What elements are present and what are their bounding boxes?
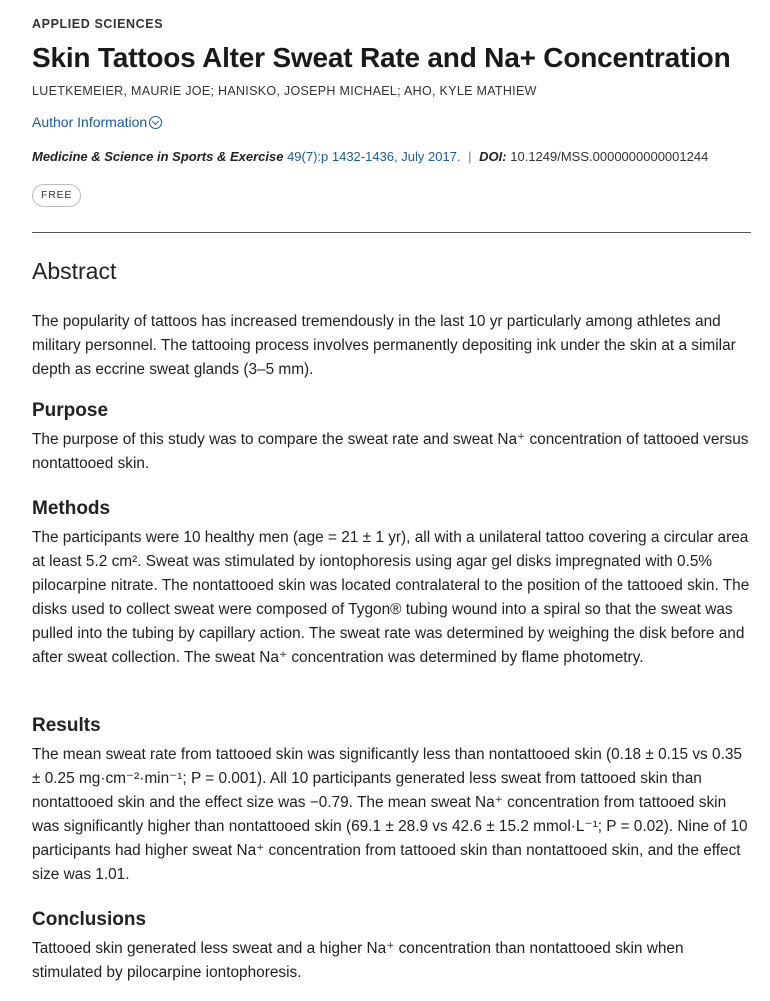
conclusions-text: Tattooed skin generated less sweat and a higher Na⁺ concentration than nontattooed skin when stimulated by pilocarpine iontophoresis.: [32, 940, 684, 981]
doi-label: DOI:: [479, 149, 507, 164]
chevron-down-icon: [149, 116, 162, 129]
abstract-intro-section: [32, 310, 751, 382]
free-access-badge: FREE: [32, 184, 81, 207]
purpose-text: The purpose of this study was to compare the sweat rate and sweat Na⁺ concentration of tattooed versus nontattooed skin.: [32, 431, 749, 472]
results-section: [32, 715, 751, 887]
conclusions-section: [32, 909, 751, 985]
issue-link[interactable]: 49(7):p 1432-1436, July 2017.: [287, 149, 461, 164]
journal-name: Medicine & Science in Sports & Exercise: [32, 149, 284, 164]
header-divider: [32, 232, 751, 233]
methods-section: [32, 498, 751, 670]
results-text: The mean sweat rate from tattooed skin was significantly less than nontattooed skin (0.18 ± 0.15 vs 0.35 ± 0.25 mg·cm⁻²·min⁻¹; P = 0.001). All 10 participants generated less sweat from tattooed skin than nontattooed skin and the effect size was −0.79. The mean sweat Na⁺ concentration from tattooed skin was significantly higher than nontattooed skin (69.1 ± 28.9 vs 42.6 ± 15.2 mmol·L⁻¹; P = 0.02). Nine of 10 participants had higher sweat Na⁺ concentration from tattooed skin than nontattooed skin, and the effect size was 1.01.: [32, 746, 748, 883]
purpose-section: [32, 400, 751, 476]
author-information-toggle[interactable]: [32, 114, 162, 130]
section-label: APPLIED SCIENCES: [32, 17, 164, 31]
doi-value: 10.1249/MSS.0000000000001244: [510, 149, 709, 164]
citation-separator: |: [468, 149, 472, 164]
purpose-heading: Purpose: [32, 400, 109, 421]
author-list: LUETKEMEIER, MAURIE JOE; HANISKO, JOSEPH MICHAEL; AHO, KYLE MATHIEW: [32, 84, 537, 98]
article-title: Skin Tattoos Alter Sweat Rate and Na+ Concentration: [32, 42, 731, 73]
abstract-intro-text: The popularity of tattoos has increased tremendously in the last 10 yr particularly among athletes and military personnel. The tattooing process involves permanently depositing ink under the skin at a similar depth as eccrine sweat glands (3–5 mm).: [32, 313, 736, 378]
citation-line: [32, 149, 708, 164]
author-information-label: Author Information: [32, 114, 148, 130]
conclusions-heading: Conclusions: [32, 909, 147, 930]
methods-heading: Methods: [32, 498, 111, 519]
methods-text: The participants were 10 healthy men (age = 21 ± 1 yr), all with a unilateral tattoo covering a circular area at least 5.2 cm². Sweat was stimulated by iontophoresis using agar gel disks impregnated with 0.5% pilocarpine nitrate. The nontattooed skin was located contralateral to the position of the tattooed skin. The disks used to collect sweat were composed of Tygon® tubing wound into a spiral so that the sweat was pulled into the tubing by capillary action. The sweat rate was determined by weighing the disk before and after sweat collection. The sweat Na⁺ concentration was determined by flame photometry.: [32, 529, 750, 666]
results-heading: Results: [32, 715, 101, 736]
abstract-heading: Abstract: [32, 258, 117, 284]
